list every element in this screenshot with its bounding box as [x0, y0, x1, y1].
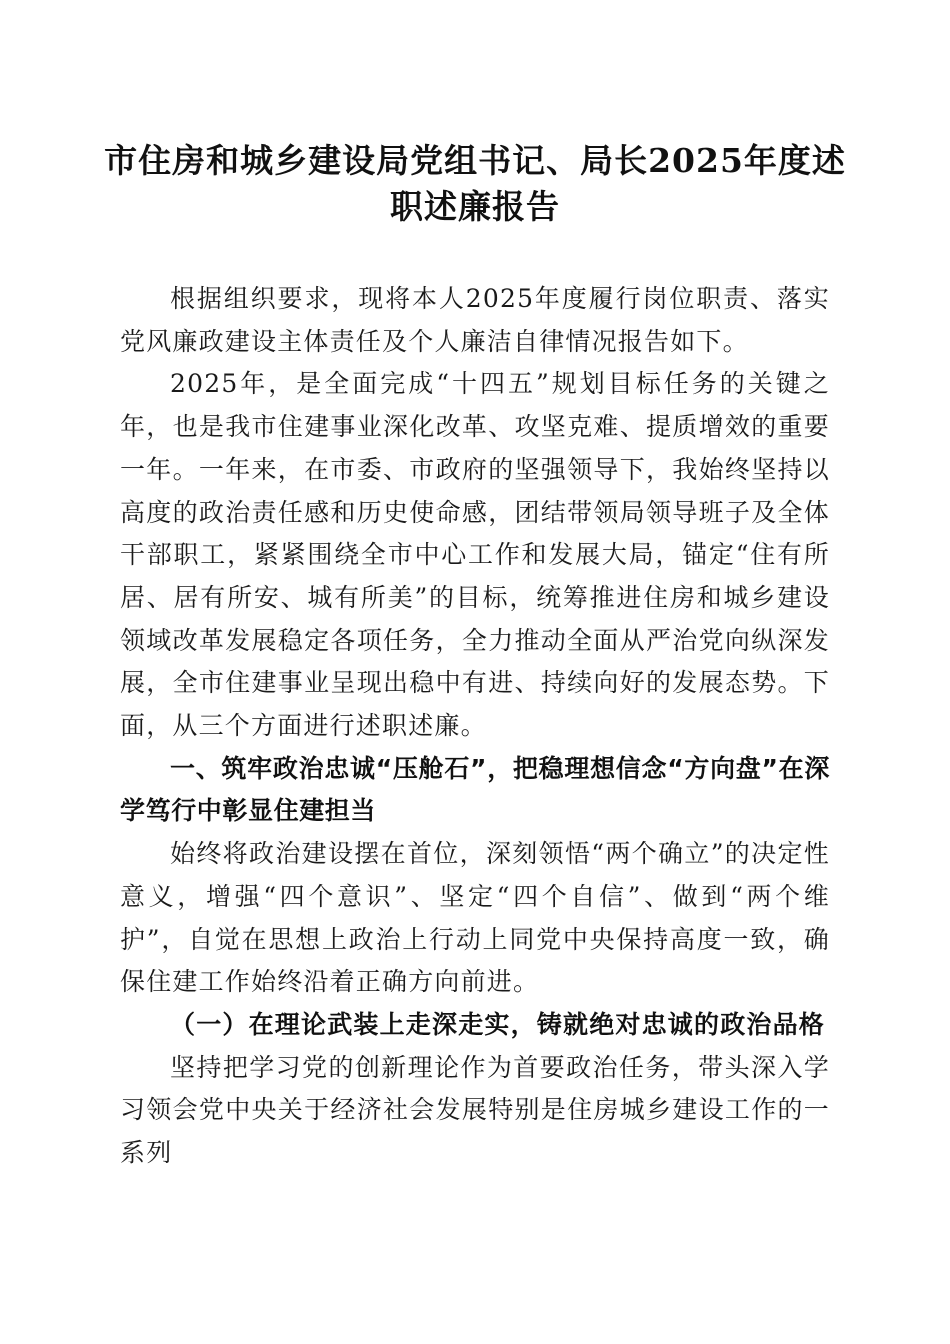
subsection-text-1: 坚持把学习党的创新理论作为首要政治任务，带头深入学习领会党中央关于经济社会发展特别是住房城乡建设工作的一系列	[120, 1052, 830, 1168]
document-body	[120, 278, 830, 1175]
document-title: 市住房和城乡建设局党组书记、局长2025年度述职述廉报告	[104, 141, 846, 226]
section-heading-1: 一、筑牢政治忠诚“压舱石”，把稳理想信念“方向盘”在深学笃行中彰显住建担当	[120, 753, 830, 826]
subsection-heading-1: （一）在理论武装上走深走实，铸就绝对忠诚的政治品格	[170, 1009, 826, 1039]
paragraph-intro: 根据组织要求，现将本人2025年度履行岗位职责、落实党风廉政建设主体责任及个人廉洁自律情况报告如下。	[120, 284, 830, 356]
section-intro-1: 始终将政治建设摆在首位，深刻领悟“两个确立”的决定性意义，增强“四个意识”、坚定“四个自信”、做到“两个维护”，自觉在思想上政治上行动上同党中央保持高度一致，确保住建工作始终沿着正确方向前进。	[120, 839, 830, 997]
paragraph-overview: 2025年，是全面完成“十四五”规划目标任务的关键之年，也是我市住建事业深化改革、攻坚克难、提质增效的重要一年。一年来，在市委、市政府的坚强领导下，我始终坚持以高度的政治责任感和历史使命感，团结带领局领导班子及全体干部职工，紧紧围绕全市中心工作和发展大局，锚定“住有所居、居有所安、城有所美”的目标，统筹推进住房和城乡建设领域改革发展稳定各项任务，全力推动全面从严治党向纵深发展，全市住建事业呈现出稳中有进、持续向好的发展态势。下面，从三个方面进行述职述廉。	[120, 369, 830, 741]
